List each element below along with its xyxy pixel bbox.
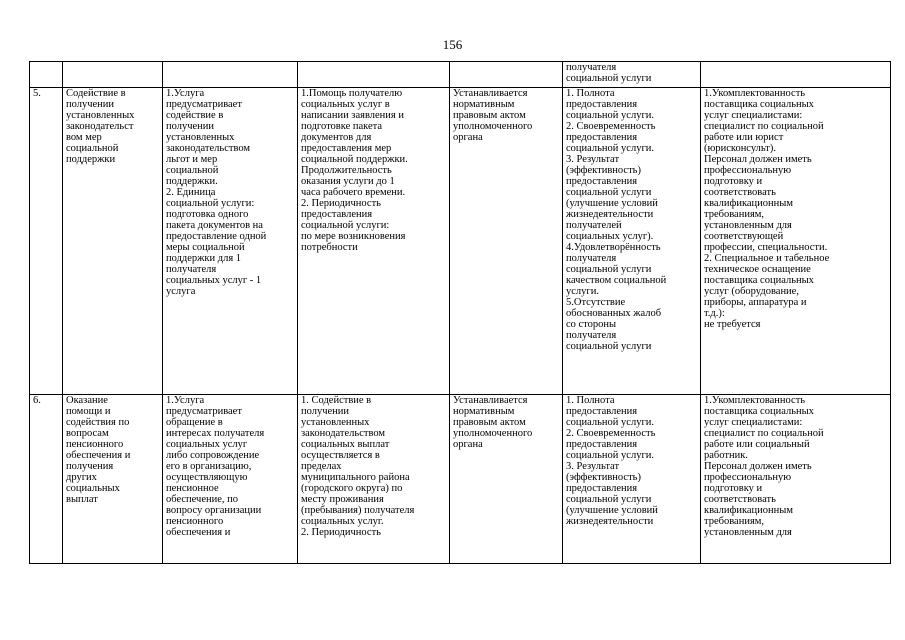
text-line: социальной (66, 143, 119, 154)
text-line: либо сопровождение (166, 450, 260, 461)
text-line: 1. Содействие в (301, 395, 372, 406)
text-line: месту проживания (301, 494, 384, 505)
text-line: работе или юрист (704, 132, 784, 143)
table-row (30, 395, 891, 564)
cell-description (163, 395, 298, 564)
text-line: (улучшение условий (566, 198, 658, 209)
text-line: подготовке пакета (301, 121, 383, 132)
text-line: социальных услуг в (301, 99, 390, 110)
text-line: социальных услуг. (301, 516, 384, 527)
text-line: 2. Периодичность (301, 198, 381, 209)
text-line: квалификационным (704, 198, 793, 209)
text-line: 3. Результат (566, 154, 620, 165)
text-line: органа (453, 132, 483, 143)
text-line: помощи и (66, 406, 111, 417)
text-line: пакета документов на (166, 220, 263, 231)
text-line: обеспечение, по (166, 494, 239, 505)
cell-price (450, 88, 563, 395)
text-line: уполномоченного (453, 428, 533, 439)
cell-conditions (701, 395, 891, 564)
text-line: 2. Периодичность (301, 527, 381, 538)
text-line: услуга (166, 286, 196, 297)
text-line: социальной услуги: (166, 198, 255, 209)
text-line: вопросу организации (166, 505, 262, 516)
cell-conditions (701, 88, 891, 395)
text-line: услуги. (566, 286, 599, 297)
text-line: выплат (66, 494, 98, 505)
text-line: получателя (566, 330, 617, 341)
text-line: законодательством (166, 143, 251, 154)
text-line: 5.Отсутствие (566, 297, 626, 308)
text-line: получении (301, 406, 350, 417)
text-line: социальной услуги (566, 187, 652, 198)
text-line: поддержки для 1 (166, 253, 242, 264)
text-line: социальных услуг - 1 (166, 275, 262, 286)
text-line: Персонал должен иметь (704, 461, 812, 472)
cell-num: 5. (30, 88, 63, 395)
text-line: 2. Специальное и табельное (704, 253, 830, 264)
text-line: социальной услуги. (566, 450, 654, 461)
text-line: предоставления (566, 132, 638, 143)
text-line: меры социальной (166, 242, 245, 253)
text-line: 1.Помощь получателю (301, 88, 403, 99)
text-line: установленных (166, 132, 235, 143)
text-line: предоставления (566, 439, 638, 450)
text-line: оказания услуги до 1 (301, 176, 395, 187)
text-line: поставщика социальных (704, 275, 814, 286)
cell-conditions (701, 62, 891, 88)
text-line: техническое оснащение (704, 264, 811, 275)
cell-indicators (563, 88, 701, 395)
text-line: установленных (66, 110, 135, 121)
cell-num: 6. (30, 395, 63, 564)
text-line: со стороны (566, 319, 617, 330)
text-line: работник. (704, 450, 748, 461)
table-row (30, 88, 891, 395)
cell-terms (298, 62, 450, 88)
text-line: осуществляющую (166, 472, 248, 483)
text-line: 3. Результат (566, 461, 620, 472)
text-line: поддержки. (166, 176, 218, 187)
text-line: услуг специалистами: (704, 110, 803, 121)
text-line: профессиональную (704, 165, 792, 176)
text-line: предусматривает (166, 99, 242, 110)
cell-description (163, 62, 298, 88)
text-line: специалист по социальной (704, 428, 824, 439)
text-line: специалист по социальной (704, 121, 824, 132)
text-line: работе или социальный (704, 439, 810, 450)
page-number: 156 (442, 37, 463, 52)
text-line: нормативным (453, 406, 515, 417)
text-line: вопросам (66, 428, 109, 439)
text-line: получателей (566, 220, 622, 231)
text-line: содействие в (166, 110, 224, 121)
cell-name (63, 88, 163, 395)
text-line: (улучшение условий (566, 505, 658, 516)
text-line: установленным для (704, 220, 792, 231)
text-line: содействия по (66, 417, 130, 428)
text-line: законодательством (301, 428, 386, 439)
text-line: по мере возникновения (301, 231, 406, 242)
text-line: т.д.): (704, 308, 725, 319)
text-line: 2. Своевременность (566, 121, 656, 132)
text-line: нормативным (453, 99, 515, 110)
text-line: социальной поддержки. (301, 154, 408, 165)
text-line: подготовку и (704, 483, 763, 494)
cell-indicators (563, 62, 701, 88)
cell-name (63, 395, 163, 564)
text-line: социальной услуги (566, 264, 652, 275)
text-line: пенсионное (166, 483, 219, 494)
text-line: (эффективность) (566, 165, 641, 176)
text-line: документов для (301, 132, 372, 143)
text-line: поставщика социальных (704, 406, 814, 417)
text-line: социальных услуг (166, 439, 248, 450)
text-line: жизнедеятельности (566, 516, 654, 527)
text-line: профессии, специальности. (704, 242, 828, 253)
text-line: предоставления (566, 483, 638, 494)
text-line: Устанавливается (453, 395, 528, 406)
cell-terms (298, 88, 450, 395)
text-line: получателя (566, 253, 617, 264)
text-line: Содействие в (66, 88, 126, 99)
text-line: (юрисконсульт). (704, 143, 776, 154)
services-table (29, 61, 891, 564)
text-line: интересах получателя (166, 428, 265, 439)
text-line: правовым актом (453, 417, 526, 428)
text-line: его в организацию, (166, 461, 252, 472)
text-line: обеспечения и (66, 450, 131, 461)
cell-price (450, 62, 563, 88)
text-line: социальной услуги. (566, 417, 654, 428)
cell-description (163, 88, 298, 395)
text-line: других (66, 472, 97, 483)
text-line: (городского округа) по (301, 483, 403, 494)
text-line: (пребывания) получателя (301, 505, 415, 516)
text-line: уполномоченного (453, 121, 533, 132)
text-line: пределах (301, 461, 342, 472)
text-line: предоставление одной (166, 231, 267, 242)
cell-name (63, 62, 163, 88)
text-line: подготовка одного (166, 209, 249, 220)
text-line: муниципального района (301, 472, 410, 483)
text-line: 1.Услуга (166, 88, 205, 99)
text-line: 1.Укомплектованность (704, 88, 806, 99)
text-line: приборы, аппаратура и (704, 297, 807, 308)
text-line: социальной услуги: (301, 220, 390, 231)
cell-terms (298, 395, 450, 564)
text-line: социальной услуги (566, 494, 652, 505)
text-line: подготовку и (704, 176, 763, 187)
text-line: вом мер (66, 132, 102, 143)
text-line: 1.Укомплектованность (704, 395, 806, 406)
text-line: 2. Своевременность (566, 428, 656, 439)
text-line: обоснованных жалоб (566, 308, 662, 319)
cell-indicators (563, 395, 701, 564)
text-line: получении (166, 121, 215, 132)
text-line: социальной услуги. (566, 110, 654, 121)
text-line: обеспечения и (166, 527, 231, 538)
text-line: правовым актом (453, 110, 526, 121)
text-line: требованиям, (704, 209, 765, 220)
text-line: требованиям, (704, 516, 765, 527)
text-line: предоставления (566, 406, 638, 417)
text-line: органа (453, 439, 483, 450)
text-line: Продолжительность (301, 165, 392, 176)
text-line: потребности (301, 242, 358, 253)
text-line: часа рабочего времени. (301, 187, 406, 198)
text-line: соответствовать (704, 494, 776, 505)
text-line: услуг специалистами: (704, 417, 803, 428)
text-line: Оказание (66, 395, 108, 406)
text-line: 1. Полнота (566, 395, 615, 406)
text-line: 2. Единица (166, 187, 216, 198)
text-line: социальной услуги (566, 73, 652, 84)
text-line: (эффективность) (566, 472, 641, 483)
text-line: написании заявления и (301, 110, 404, 121)
text-line: пенсионного (166, 516, 224, 527)
text-line: поддержки (66, 154, 116, 165)
text-line: обращение в (166, 417, 223, 428)
text-line: пенсионного (66, 439, 124, 450)
text-line: предоставления (301, 209, 373, 220)
text-line: социальных (66, 483, 120, 494)
text-line: получателя (166, 264, 217, 275)
text-line: соответствовать (704, 187, 776, 198)
text-line: 1.Услуга (166, 395, 205, 406)
text-line: соответствующей (704, 231, 784, 242)
table-row (30, 62, 891, 88)
text-line: предоставления мер (301, 143, 392, 154)
text-line: получателя (566, 62, 617, 73)
text-line: социальной услуги (566, 341, 652, 352)
text-line: жизнедеятельности (566, 209, 654, 220)
text-line: получения (66, 461, 114, 472)
text-line: квалификационным (704, 505, 793, 516)
text-line: социальных выплат (301, 439, 390, 450)
text-line: поставщика социальных (704, 99, 814, 110)
text-line: предоставления (566, 176, 638, 187)
text-line: социальной услуги. (566, 143, 654, 154)
text-line: услуг (оборудование, (704, 286, 799, 297)
text-line: предусматривает (166, 406, 242, 417)
text-line: 1. Полнота (566, 88, 615, 99)
text-line: Устанавливается (453, 88, 528, 99)
text-line: осуществляется в (301, 450, 380, 461)
text-line: льгот и мер (166, 154, 218, 165)
cell-num (30, 62, 63, 88)
text-line: предоставления (566, 99, 638, 110)
text-line: Персонал должен иметь (704, 154, 812, 165)
text-line: 4.Удовлетворённость (566, 242, 661, 253)
text-line: качеством социальной (566, 275, 667, 286)
text-line: получении (66, 99, 115, 110)
text-line: установленным для (704, 527, 792, 538)
text-line: социальных услуг). (566, 231, 654, 242)
cell-price (450, 395, 563, 564)
text-line: социальной (166, 165, 219, 176)
text-line: профессиональную (704, 472, 792, 483)
text-line: установленных (301, 417, 370, 428)
text-line: законодательст (66, 121, 134, 132)
text-line: не требуется (704, 319, 761, 330)
